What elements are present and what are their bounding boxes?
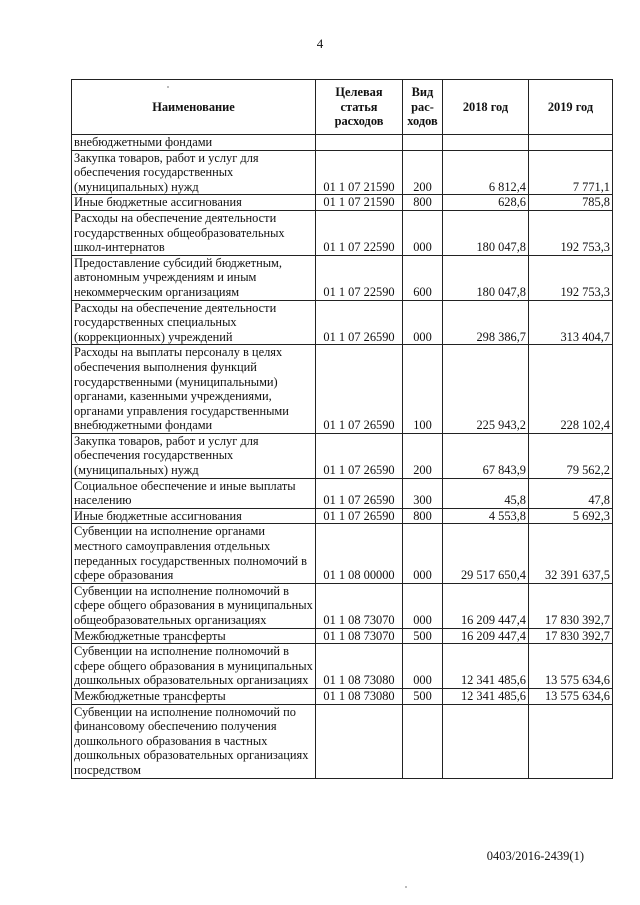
header-vid-line-1: Вид (411, 84, 434, 99)
header-name-label: Наименование (152, 99, 235, 114)
row-vid-cell: 000 (403, 583, 443, 628)
header-vid-line-2: рас- (411, 99, 434, 114)
row-2018-cell: 6 812,4 (443, 150, 529, 195)
row-code-cell: 01 1 08 73070 (316, 583, 403, 628)
row-2019-cell: 17 830 392,7 (529, 628, 613, 644)
row-name-cell: Расходы на обеспечение деятельности государственных специальных (коррекционных) учреждений (72, 300, 316, 345)
header-year-2018 (443, 80, 529, 135)
table-row (72, 345, 613, 434)
table-row (72, 524, 613, 583)
header-year-2019 (529, 80, 613, 135)
table-row (72, 704, 613, 778)
header-name (72, 80, 316, 135)
row-2018-cell (443, 704, 529, 778)
row-code-cell: 01 1 08 73080 (316, 644, 403, 689)
row-2018-cell: 29 517 650,4 (443, 524, 529, 583)
row-code-cell: 01 1 07 26590 (316, 478, 403, 508)
row-2019-cell: 13 575 634,6 (529, 644, 613, 689)
header-code-line-3: расходов (334, 114, 384, 129)
table-row (72, 433, 613, 478)
row-code-cell: 01 1 07 26590 (316, 345, 403, 434)
row-2018-cell: 298 386,7 (443, 300, 529, 345)
row-2019-cell: 192 753,3 (529, 255, 613, 300)
table-row (72, 300, 613, 345)
row-2018-cell: 180 047,8 (443, 210, 529, 255)
table-body (72, 135, 613, 779)
row-vid-cell: 600 (403, 255, 443, 300)
page-number: 4 (316, 36, 324, 51)
row-vid-cell: 000 (403, 300, 443, 345)
row-vid-cell (403, 135, 443, 151)
row-2019-cell: 13 575 634,6 (529, 688, 613, 704)
row-code-cell: 01 1 07 22590 (316, 210, 403, 255)
row-name-cell: Иные бюджетные ассигнования (72, 508, 316, 524)
header-vid (403, 80, 443, 135)
row-vid-cell: 800 (403, 195, 443, 211)
row-vid-cell: 500 (403, 688, 443, 704)
row-code-cell (316, 704, 403, 778)
table-row (72, 210, 613, 255)
row-name-cell: Субвенции на исполнение полномочий по финансовому обеспечению получения дошкольного образования в частных дошкольных образовательных организациях посредством (72, 704, 316, 778)
row-name-cell: внебюджетными фондами (72, 135, 316, 151)
row-2018-cell: 16 209 447,4 (443, 583, 529, 628)
row-2018-cell (443, 135, 529, 151)
table-row (72, 688, 613, 704)
row-2019-cell: 228 102,4 (529, 345, 613, 434)
row-code-cell: 01 1 08 73080 (316, 688, 403, 704)
row-2018-cell: 12 341 485,6 (443, 644, 529, 689)
row-2019-cell: 7 771,1 (529, 150, 613, 195)
row-name-cell: Межбюджетные трансферты (72, 688, 316, 704)
row-vid-cell: 100 (403, 345, 443, 434)
row-vid-cell: 000 (403, 524, 443, 583)
table-row (72, 195, 613, 211)
row-2019-cell: 785,8 (529, 195, 613, 211)
table-row (72, 478, 613, 508)
row-name-cell: Закупка товаров, работ и услуг для обеспечения государственных (муниципальных) нужд (72, 433, 316, 478)
row-name-cell: Расходы на выплаты персоналу в целях обеспечения выполнения функций государственными (муниципальными) органами, казенными учреждениями, органами управления государственными внебюджетными фондами (72, 345, 316, 434)
row-2018-cell: 4 553,8 (443, 508, 529, 524)
document-code: 0403/2016-2439(1) (486, 849, 584, 863)
header-code (316, 80, 403, 135)
row-2018-cell: 628,6 (443, 195, 529, 211)
header-year-2019-label: 2019 год (547, 99, 594, 114)
header-code-line-1: Целевая (335, 84, 383, 99)
row-2018-cell: 45,8 (443, 478, 529, 508)
row-vid-cell: 000 (403, 210, 443, 255)
row-2018-cell: 16 209 447,4 (443, 628, 529, 644)
row-vid-cell: 800 (403, 508, 443, 524)
row-name-cell: Иные бюджетные ассигнования (72, 195, 316, 211)
row-2019-cell: 192 753,3 (529, 210, 613, 255)
row-name-cell: Предоставление субсидий бюджетным, автономным учреждениям и иным некоммерческим организациям (72, 255, 316, 300)
row-name-cell: Социальное обеспечение и иные выплаты населению (72, 478, 316, 508)
scan-speck (167, 86, 169, 88)
row-name-cell: Субвенции на исполнение органами местного самоуправления отдельных переданных государственных полномочий в сфере образования (72, 524, 316, 583)
table-row (72, 135, 613, 151)
row-2018-cell: 67 843,9 (443, 433, 529, 478)
row-2019-cell (529, 135, 613, 151)
header-vid-line-3: ходов (407, 114, 438, 129)
row-code-cell: 01 1 07 21590 (316, 195, 403, 211)
row-2019-cell: 17 830 392,7 (529, 583, 613, 628)
row-code-cell: 01 1 08 00000 (316, 524, 403, 583)
row-vid-cell: 500 (403, 628, 443, 644)
row-code-cell: 01 1 07 26590 (316, 508, 403, 524)
table-row (72, 508, 613, 524)
row-code-cell: 01 1 07 22590 (316, 255, 403, 300)
row-2019-cell: 5 692,3 (529, 508, 613, 524)
table-row (72, 628, 613, 644)
row-code-cell: 01 1 07 26590 (316, 300, 403, 345)
row-vid-cell: 200 (403, 433, 443, 478)
row-2019-cell: 79 562,2 (529, 433, 613, 478)
table-row (72, 644, 613, 689)
row-name-cell: Расходы на обеспечение деятельности государственных общеобразовательных школ-интернатов (72, 210, 316, 255)
scan-speck (405, 886, 407, 888)
header-year-2018-label: 2018 год (462, 99, 509, 114)
row-code-cell: 01 1 07 21590 (316, 150, 403, 195)
table-row (72, 255, 613, 300)
row-name-cell: Субвенции на исполнение полномочий в сфере общего образования в муниципальных общеобразовательных организациях (72, 583, 316, 628)
row-vid-cell: 200 (403, 150, 443, 195)
table-row (72, 150, 613, 195)
budget-table (71, 79, 613, 779)
row-code-cell: 01 1 07 26590 (316, 433, 403, 478)
row-name-cell: Межбюджетные трансферты (72, 628, 316, 644)
row-vid-cell (403, 704, 443, 778)
row-code-cell: 01 1 08 73070 (316, 628, 403, 644)
row-name-cell: Закупка товаров, работ и услуг для обеспечения государственных (муниципальных) нужд (72, 150, 316, 195)
row-2019-cell: 32 391 637,5 (529, 524, 613, 583)
row-2019-cell: 47,8 (529, 478, 613, 508)
row-2018-cell: 180 047,8 (443, 255, 529, 300)
row-vid-cell: 300 (403, 478, 443, 508)
row-vid-cell: 000 (403, 644, 443, 689)
header-code-line-2: статья (340, 99, 378, 114)
table-header (72, 80, 613, 135)
row-2019-cell: 313 404,7 (529, 300, 613, 345)
row-name-cell: Субвенции на исполнение полномочий в сфере общего образования в муниципальных дошкольных образовательных организациях (72, 644, 316, 689)
row-code-cell (316, 135, 403, 151)
table-row (72, 583, 613, 628)
row-2018-cell: 12 341 485,6 (443, 688, 529, 704)
row-2019-cell (529, 704, 613, 778)
row-2018-cell: 225 943,2 (443, 345, 529, 434)
